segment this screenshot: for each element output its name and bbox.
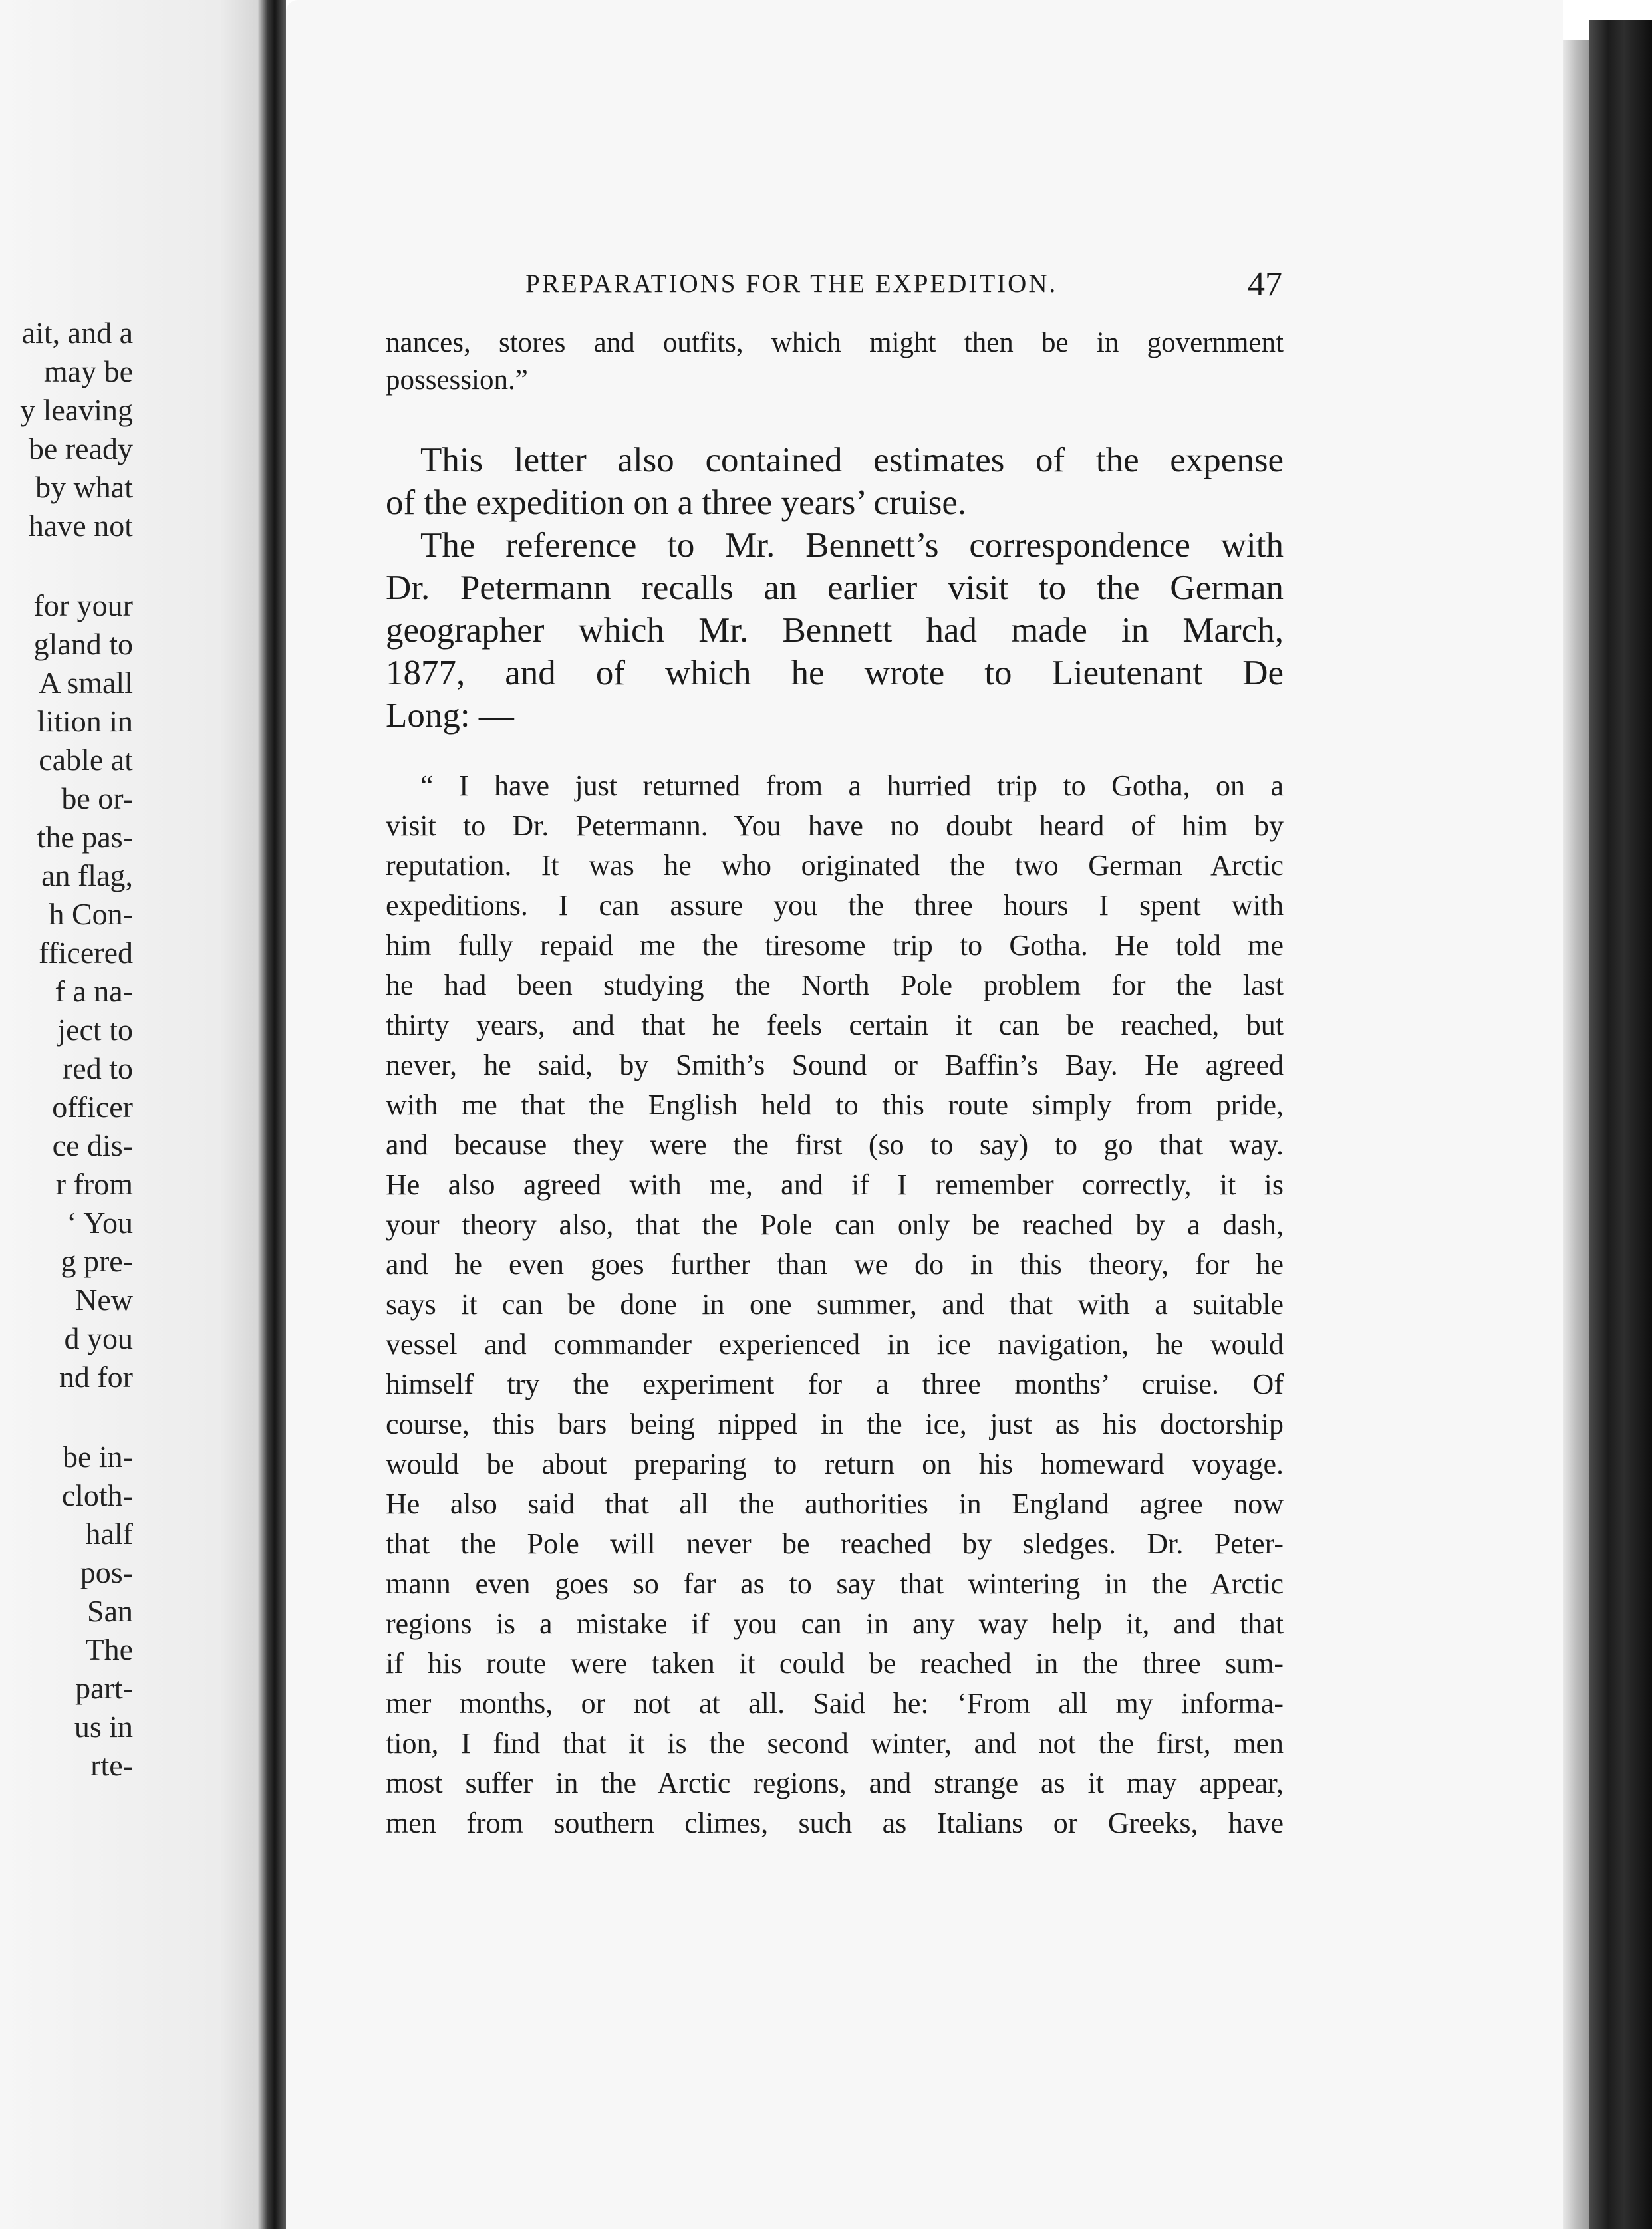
text-line: nances, stores and outfits, which might then be in government	[386, 327, 1284, 358]
text-line: your theory also, that the Pole can only be reached by a dash,	[386, 1208, 1284, 1241]
text-line: Long: —	[386, 696, 514, 735]
left-fragment: be or-	[61, 781, 133, 815]
left-fragment: fficered	[38, 936, 133, 970]
text-line: visit to Dr. Petermann. You have no doubt heard of him by	[386, 809, 1284, 842]
left-fragment: r from	[55, 1167, 133, 1201]
left-fragment: have not	[28, 509, 133, 543]
text-line: Dr. Petermann recalls an earlier visit to the German	[386, 569, 1284, 607]
left-fragment: be in-	[62, 1440, 133, 1474]
text-line: 1877, and of which he wrote to Lieutenant De	[386, 654, 1284, 692]
text-line: men from southern climes, such as Italians or Greeks, have	[386, 1807, 1284, 1839]
text-line: reputation. It was he who originated the two German Arctic	[386, 849, 1284, 882]
left-fragment: cable at	[39, 743, 133, 777]
left-fragment: ‘ You	[67, 1206, 133, 1240]
left-page	[0, 0, 258, 2229]
text-line: The reference to Mr. Bennett’s correspondence with	[420, 526, 1284, 565]
text-line: regions is a mistake if you can in any way help it, and that	[386, 1607, 1284, 1640]
text-line: that the Pole will never be reached by sledges. Dr. Peter-	[386, 1527, 1284, 1560]
left-fragment: half	[85, 1517, 133, 1551]
left-fragment: gland to	[33, 627, 133, 661]
text-line: of the expedition on a three years’ cruise.	[386, 483, 967, 522]
text-line: course, this bars being nipped in the ice, just as his doctorship	[386, 1408, 1284, 1440]
text-line: This letter also contained estimates of the expense	[420, 441, 1284, 479]
book-cover-edge	[1589, 20, 1652, 2229]
left-fragment: h Con-	[49, 897, 133, 931]
left-fragment: ject to	[57, 1013, 133, 1047]
text-line: He also said that all the authorities in England agree now	[386, 1488, 1284, 1520]
text-line: geographer which Mr. Bennett had made in March,	[386, 611, 1284, 650]
left-fragment: The	[85, 1633, 133, 1666]
text-line: and he even goes further than we do in this theory, for he	[386, 1248, 1284, 1281]
left-fragment: the pas-	[37, 820, 133, 854]
text-line: says it can be done in one summer, and that with a suitable	[386, 1288, 1284, 1321]
left-fragment: officer	[52, 1090, 133, 1124]
text-line: him fully repaid me the tiresome trip to Gotha. He told me	[386, 929, 1284, 962]
text-line: would be about preparing to return on his homeward voyage.	[386, 1448, 1284, 1480]
left-fragment: by what	[35, 470, 133, 504]
left-fragment: A small	[39, 666, 133, 700]
left-fragment: rte-	[90, 1748, 133, 1782]
left-fragment: ce dis-	[52, 1128, 133, 1162]
letter-continuation	[386, 325, 1284, 399]
running-title: PREPARATIONS FOR THE EXPEDITION.	[525, 269, 1058, 298]
left-fragment: nd for	[59, 1360, 133, 1394]
left-fragment: part-	[75, 1671, 133, 1705]
left-fragment: for your	[33, 589, 133, 622]
text-line: possession.”	[386, 364, 528, 396]
left-fragment: New	[75, 1283, 133, 1317]
left-fragment: ait, and a	[21, 316, 133, 350]
text-line: if his route were taken it could be reached in the three sum-	[386, 1647, 1284, 1680]
text-line: he had been studying the North Pole problem for the last	[386, 969, 1284, 1001]
left-fragment: pos-	[80, 1555, 133, 1589]
text-line: mer months, or not at all. Said he: ‘From all my informa-	[386, 1687, 1284, 1720]
book-gutter	[258, 0, 286, 2229]
text-line: thirty years, and that he feels certain it can be reached, but	[386, 1009, 1284, 1041]
left-fragment: lition in	[37, 704, 133, 738]
left-fragment: g pre-	[61, 1244, 133, 1278]
left-fragment: us in	[74, 1710, 133, 1744]
text-line: He also agreed with me, and if I remember correctly, it is	[386, 1168, 1284, 1201]
text-line: never, he said, by Smith’s Sound or Baffin’s Bay. He agreed	[386, 1049, 1284, 1081]
text-line: mann even goes so far as to say that wintering in the Arctic	[386, 1567, 1284, 1600]
text-line: tion, I find that it is the second winter, and not the first, men	[386, 1727, 1284, 1760]
text-line: and because they were the first (so to say) to go that way.	[386, 1128, 1284, 1161]
left-fragment: be ready	[28, 432, 133, 465]
left-fragment: San	[87, 1594, 133, 1628]
quoted-letter	[386, 766, 1284, 1843]
left-fragment: an flag,	[41, 858, 133, 892]
text-line: with me that the English held to this route simply from pride,	[386, 1089, 1284, 1121]
left-fragment: may be	[43, 354, 133, 388]
text-line: vessel and commander experienced in ice navigation, he would	[386, 1328, 1284, 1361]
left-fragment: f a na-	[55, 974, 133, 1008]
left-fragment: red to	[62, 1051, 133, 1085]
narrative-paragraphs	[386, 439, 1284, 737]
page-edge	[1563, 40, 1589, 2229]
text-line: expeditions. I can assure you the three hours I spent with	[386, 889, 1284, 922]
text-line: most suffer in the Arctic regions, and strange as it may appear,	[386, 1767, 1284, 1799]
text-line: himself try the experiment for a three months’ cruise. Of	[386, 1368, 1284, 1400]
left-fragment: d you	[64, 1321, 133, 1355]
page-number: 47	[1248, 265, 1282, 303]
left-fragment: cloth-	[61, 1478, 133, 1512]
text-line: “ I have just returned from a hurried trip to Gotha, on a	[420, 769, 1284, 802]
left-fragment: y leaving	[20, 393, 133, 427]
